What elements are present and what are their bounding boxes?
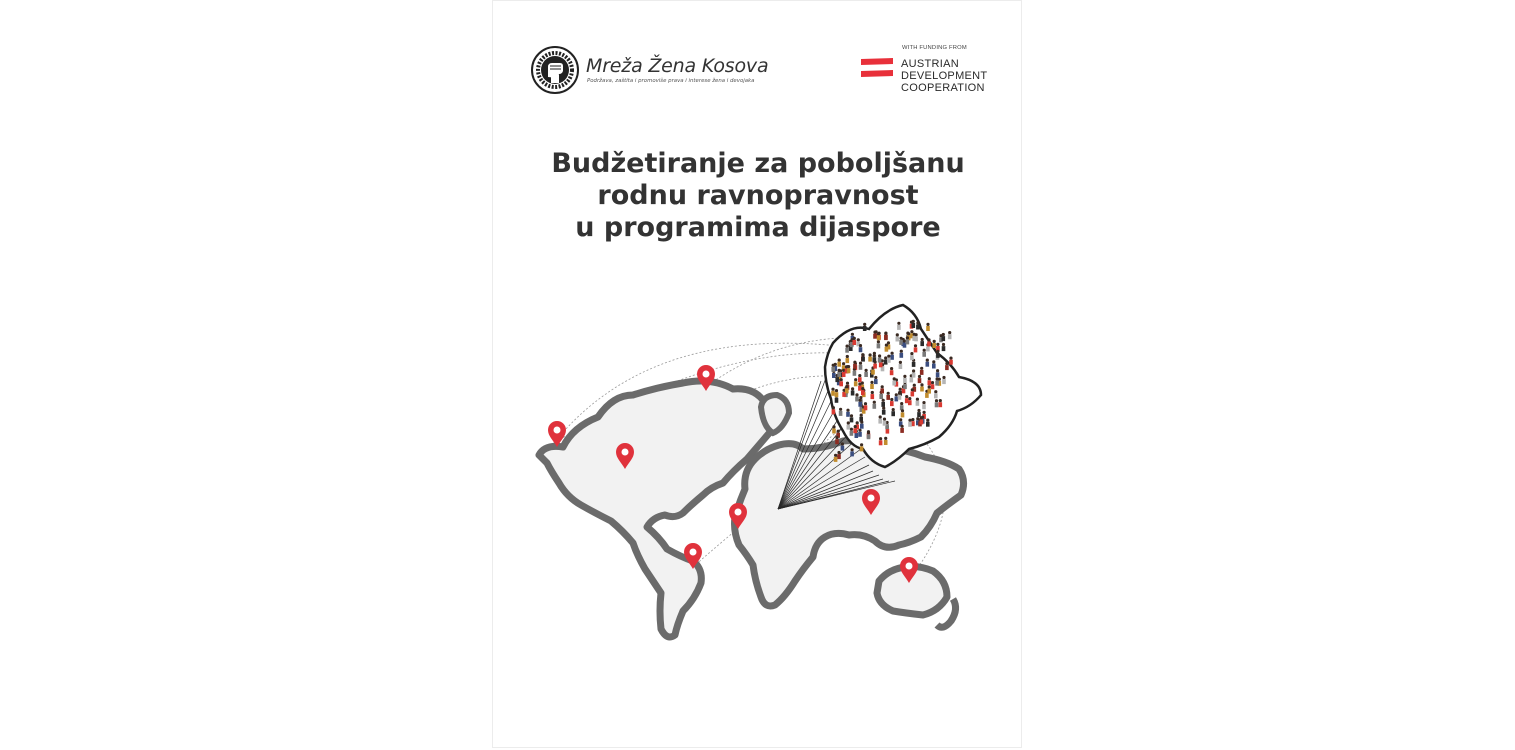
crowd-person-head bbox=[870, 381, 873, 384]
crowd-person-head bbox=[837, 451, 840, 454]
crowd-person-head bbox=[845, 385, 848, 388]
crowd-person-body bbox=[926, 422, 930, 427]
crowd-person-head bbox=[899, 418, 902, 421]
crowd-person-body bbox=[853, 428, 857, 433]
crowd-person-body bbox=[898, 395, 902, 400]
crowd-person-head bbox=[926, 419, 929, 422]
crowd-person-body bbox=[832, 373, 836, 378]
crowd-person-body bbox=[850, 451, 854, 456]
crowd-person-body bbox=[864, 405, 868, 410]
crowd-person-head bbox=[865, 369, 868, 372]
crowd-person-head bbox=[897, 322, 900, 325]
crowd-person-head bbox=[873, 354, 876, 357]
crowd-person-body bbox=[837, 362, 841, 367]
crowd-person-head bbox=[885, 344, 888, 347]
crowd-person-body bbox=[945, 365, 949, 370]
crowd-person-body bbox=[835, 439, 839, 444]
document-title bbox=[493, 148, 1023, 244]
crowd-person-body bbox=[835, 392, 839, 397]
crowd-person-head bbox=[935, 399, 938, 402]
crowd-person-head bbox=[838, 369, 841, 372]
crowd-person-body bbox=[834, 457, 838, 462]
crowd-person-body bbox=[863, 326, 867, 331]
crowd-person-head bbox=[933, 340, 936, 343]
crowd-person-body bbox=[897, 325, 901, 330]
crowd-person-head bbox=[891, 352, 894, 355]
org-logo bbox=[531, 45, 769, 99]
crowd-person-body bbox=[917, 412, 921, 417]
map-pin-dot bbox=[735, 509, 742, 516]
crowd-person-body bbox=[870, 384, 874, 389]
crowd-person-body bbox=[853, 371, 857, 376]
crowd-person-body bbox=[855, 433, 859, 438]
crowd-person-body bbox=[853, 364, 857, 369]
crowd-person-head bbox=[859, 344, 862, 347]
crowd-person-head bbox=[853, 337, 856, 340]
crowd-person-head bbox=[846, 382, 849, 385]
crowd-person-head bbox=[887, 392, 890, 395]
crowd-person-body bbox=[859, 365, 863, 370]
crowd-person-body bbox=[914, 347, 918, 352]
crowd-person-head bbox=[917, 409, 920, 412]
crowd-person-body bbox=[900, 428, 904, 433]
crowd-person-body bbox=[942, 346, 946, 351]
crowd-person-body bbox=[868, 357, 872, 362]
crowd-person-body bbox=[832, 409, 836, 414]
crowd-person-head bbox=[859, 399, 862, 402]
crowd-person-head bbox=[832, 406, 835, 409]
crowd-person-head bbox=[869, 353, 872, 356]
funder-name-line-1: AUSTRIAN bbox=[901, 58, 960, 70]
crowd-person-body bbox=[918, 378, 922, 383]
crowd-person-head bbox=[923, 349, 926, 352]
crowd-person-body bbox=[900, 353, 904, 358]
crowd-person-head bbox=[847, 421, 850, 424]
crowd-person-head bbox=[853, 361, 856, 364]
crowd-person-head bbox=[871, 391, 874, 394]
crowd-person-head bbox=[912, 369, 915, 372]
crowd-person-body bbox=[883, 421, 887, 426]
crowd-person-body bbox=[877, 343, 881, 348]
crowd-person-body bbox=[916, 401, 920, 406]
crowd-person-head bbox=[874, 360, 877, 363]
crowd-person-head bbox=[846, 355, 849, 358]
crowd-person-body bbox=[896, 337, 900, 342]
crowd-person-head bbox=[882, 399, 885, 402]
crowd-person-body bbox=[832, 429, 836, 434]
crowd-person-body bbox=[871, 394, 875, 399]
crowd-person-head bbox=[936, 377, 939, 380]
crowd-person-body bbox=[942, 336, 946, 341]
crowd-person-head bbox=[927, 338, 930, 341]
crowd-person-head bbox=[890, 367, 893, 370]
crowd-person-body bbox=[853, 340, 857, 345]
crowd-person-body bbox=[936, 353, 940, 358]
crowd-person-body bbox=[841, 446, 845, 451]
crowd-person-body bbox=[903, 384, 907, 389]
crowd-person-head bbox=[901, 425, 904, 428]
crowd-person-head bbox=[860, 421, 863, 424]
crowd-person-body bbox=[878, 419, 882, 424]
crowd-person-body bbox=[926, 326, 930, 331]
crowd-person-head bbox=[900, 402, 903, 405]
title-line-1: Budžetiranje za poboljšanu bbox=[551, 148, 965, 179]
crowd-person-body bbox=[911, 391, 915, 396]
crowd-person-body bbox=[922, 352, 926, 357]
crowd-person-body bbox=[858, 402, 862, 407]
crowd-person-head bbox=[874, 376, 877, 379]
crowd-person-body bbox=[920, 341, 924, 346]
crowd-person-body bbox=[837, 454, 841, 459]
crowd-person-body bbox=[851, 391, 855, 396]
crowd-person-head bbox=[936, 343, 939, 346]
crowd-person-body bbox=[926, 362, 930, 367]
crowd-person-body bbox=[850, 431, 854, 436]
funder-name-line-3: COOPERATION bbox=[901, 82, 985, 94]
crowd-person-body bbox=[858, 377, 862, 382]
crowd-person-head bbox=[890, 398, 893, 401]
crowd-person-head bbox=[846, 345, 849, 348]
crowd-person-head bbox=[907, 332, 910, 335]
crowd-person-head bbox=[892, 408, 895, 411]
crowd-person-body bbox=[927, 389, 931, 394]
crowd-person-head bbox=[881, 385, 884, 388]
crowd-person-body bbox=[845, 348, 849, 353]
crowd-person-body bbox=[837, 372, 841, 377]
crowd-person-head bbox=[856, 421, 859, 424]
crowd-person-head bbox=[834, 454, 837, 457]
crowd-person-head bbox=[913, 384, 916, 387]
crowd-person-head bbox=[928, 377, 931, 380]
crowd-person-body bbox=[939, 402, 943, 407]
crowd-person-body bbox=[928, 380, 932, 385]
crowd-person-head bbox=[899, 361, 902, 364]
crowd-person-body bbox=[881, 402, 885, 407]
crowd-person-head bbox=[855, 393, 858, 396]
crowd-person-head bbox=[912, 320, 915, 323]
crowd-person-body bbox=[920, 419, 924, 424]
crowd-person-head bbox=[910, 330, 913, 333]
crowd-person-body bbox=[916, 325, 920, 330]
crowd-person-body bbox=[854, 381, 858, 386]
crowd-person-body bbox=[927, 341, 931, 346]
crowd-person-head bbox=[850, 428, 853, 431]
crowd-person-head bbox=[840, 378, 843, 381]
crowd-person-head bbox=[832, 364, 835, 367]
crowd-person-body bbox=[847, 425, 851, 430]
crowd-person-head bbox=[942, 343, 945, 346]
crowd-person-head bbox=[900, 350, 903, 353]
crowd-person-body bbox=[871, 370, 875, 375]
eurasia-africa-continent bbox=[735, 441, 964, 628]
crowd-person-body bbox=[892, 381, 896, 386]
crowd-person-body bbox=[895, 396, 899, 401]
crowd-person-head bbox=[920, 367, 923, 370]
crowd-person-head bbox=[835, 389, 838, 392]
crowd-person-head bbox=[903, 375, 906, 378]
crowd-person-head bbox=[883, 418, 886, 421]
crowd-person-body bbox=[878, 358, 882, 363]
crowd-person-head bbox=[945, 362, 948, 365]
crowd-person-head bbox=[863, 323, 866, 326]
crowd-person-head bbox=[884, 332, 887, 335]
crowd-person-head bbox=[895, 393, 898, 396]
crowd-person-body bbox=[912, 362, 916, 367]
crowd-person-head bbox=[920, 383, 923, 386]
crowd-person-body bbox=[920, 387, 924, 392]
crowd-person-head bbox=[851, 448, 854, 451]
crowd-person-head bbox=[838, 359, 841, 362]
crowd-person-head bbox=[832, 425, 835, 428]
crowd-person-body bbox=[910, 355, 914, 360]
funder-name-line-2: DEVELOPMENT bbox=[901, 70, 988, 82]
crowd-person-body bbox=[886, 429, 890, 434]
crowd-person-head bbox=[939, 399, 942, 402]
crowd-person-body bbox=[908, 400, 912, 405]
crowd-person-head bbox=[936, 350, 939, 353]
crowd-person-head bbox=[847, 365, 850, 368]
crowd-person-head bbox=[911, 418, 914, 421]
crowd-person-body bbox=[948, 334, 952, 339]
crowd-person-head bbox=[942, 333, 945, 336]
crowd-person-body bbox=[873, 404, 877, 409]
crowd-person-head bbox=[859, 362, 862, 365]
crowd-person-head bbox=[893, 377, 896, 380]
crowd-person-head bbox=[884, 437, 887, 440]
crowd-person-body bbox=[906, 339, 910, 344]
crowd-person-body bbox=[905, 398, 909, 403]
crowd-person-body bbox=[914, 336, 918, 341]
crowd-person-head bbox=[882, 407, 885, 410]
crowd-person-body bbox=[890, 355, 894, 360]
crowd-person-head bbox=[923, 411, 926, 414]
cover-page bbox=[492, 0, 1022, 748]
crowd-person-body bbox=[931, 384, 935, 389]
crowd-person-body bbox=[879, 394, 883, 399]
crowd-person-head bbox=[857, 338, 860, 341]
map-pin-dot bbox=[690, 549, 697, 556]
crowd-person-body bbox=[861, 357, 865, 362]
title-line-2: rodnu ravnopravnost bbox=[597, 180, 919, 211]
crowd-person-body bbox=[835, 377, 839, 382]
crowd-person-head bbox=[916, 321, 919, 324]
crowd-person-body bbox=[873, 364, 877, 369]
crowd-person-body bbox=[831, 391, 835, 396]
crowd-person-body bbox=[899, 340, 903, 345]
crowd-person-head bbox=[926, 323, 929, 326]
crowd-person-body bbox=[922, 404, 926, 409]
crowd-person-body bbox=[901, 412, 905, 417]
crowd-person-body bbox=[899, 364, 903, 369]
crowd-person-head bbox=[905, 395, 908, 398]
crowd-person-body bbox=[879, 362, 883, 367]
crowd-person-body bbox=[845, 388, 849, 393]
crowd-person-body bbox=[920, 370, 924, 375]
crowd-person-body bbox=[874, 379, 878, 384]
crowd-person-body bbox=[877, 335, 881, 340]
crowd-person-body bbox=[860, 446, 864, 451]
crowd-person-head bbox=[831, 388, 834, 391]
crowd-person-head bbox=[922, 401, 925, 404]
crowd-person-head bbox=[867, 431, 870, 434]
crowd-person-body bbox=[880, 388, 884, 393]
crowd-person-head bbox=[915, 333, 918, 336]
crowd-person-head bbox=[934, 390, 937, 393]
crowd-person-body bbox=[846, 412, 850, 417]
crowd-person-body bbox=[850, 417, 854, 422]
crowd-person-body bbox=[949, 360, 953, 365]
crowd-person-head bbox=[920, 416, 923, 419]
crowd-person-head bbox=[906, 336, 909, 339]
crowd-person-body bbox=[891, 411, 895, 416]
crowd-person-head bbox=[914, 344, 917, 347]
crowd-person-head bbox=[851, 387, 854, 390]
crowd-person-head bbox=[864, 402, 867, 405]
crowd-person-head bbox=[841, 442, 844, 445]
crowd-person-head bbox=[948, 331, 951, 334]
map-pin-dot bbox=[906, 563, 913, 570]
greenland bbox=[761, 395, 789, 433]
map-pin-dot bbox=[703, 371, 710, 378]
fist-seal-icon bbox=[531, 45, 579, 95]
crowd-person-head bbox=[877, 332, 880, 335]
org-tagline: Podržava, zaštita i promoviše prava i interese žena i devojaka bbox=[587, 78, 755, 84]
crowd-person-body bbox=[932, 364, 936, 369]
crowd-person-head bbox=[842, 362, 845, 365]
crowd-person-body bbox=[890, 401, 894, 406]
crowd-person-body bbox=[912, 323, 916, 328]
crowd-person-body bbox=[884, 360, 888, 365]
crowd-person-head bbox=[877, 340, 880, 343]
crowd-person-body bbox=[858, 386, 862, 391]
crowd-person-body bbox=[932, 343, 936, 348]
crowd-person-body bbox=[935, 402, 939, 407]
crowd-person-body bbox=[885, 347, 889, 352]
crowd-person-head bbox=[858, 374, 861, 377]
funding-label: WITH FUNDING FROM bbox=[902, 45, 967, 51]
funder-logo bbox=[861, 45, 991, 97]
crowd-person-body bbox=[855, 397, 859, 402]
crowd-person-body bbox=[886, 395, 890, 400]
crowd-person-body bbox=[867, 434, 871, 439]
crowd-person-head bbox=[878, 354, 881, 357]
crowd-person-head bbox=[835, 436, 838, 439]
austrian-flag-icon bbox=[861, 58, 893, 78]
crowd-person-body bbox=[831, 367, 835, 372]
crowd-person-head bbox=[908, 419, 911, 422]
crowd-person-body bbox=[847, 368, 851, 373]
crowd-person-head bbox=[887, 355, 890, 358]
crowd-person-head bbox=[858, 383, 861, 386]
crowd-person-body bbox=[925, 393, 929, 398]
map-pin-dot bbox=[868, 495, 875, 502]
crowd-person-body bbox=[858, 432, 862, 437]
crowd-person-head bbox=[949, 357, 952, 360]
crowd-person-body bbox=[839, 411, 843, 416]
crowd-person-head bbox=[854, 378, 857, 381]
org-name: Mreža Žena Kosova bbox=[586, 55, 769, 77]
crowd-person-head bbox=[839, 408, 842, 411]
crowd-person-head bbox=[873, 401, 876, 404]
crowd-person-head bbox=[932, 360, 935, 363]
crowd-person-head bbox=[916, 398, 919, 401]
crowd-person-body bbox=[908, 422, 912, 427]
crowd-person-head bbox=[926, 359, 929, 362]
crowd-person-body bbox=[926, 346, 930, 351]
crowd-person-body bbox=[861, 390, 865, 395]
crowd-person-head bbox=[908, 397, 911, 400]
crowd-person-head bbox=[862, 353, 865, 356]
crowd-person-head bbox=[901, 409, 904, 412]
crowd-person-body bbox=[884, 440, 888, 445]
crowd-person-head bbox=[860, 414, 863, 417]
crowd-person-body bbox=[884, 335, 888, 340]
crowd-person-head bbox=[861, 387, 864, 390]
crowd-person-body bbox=[846, 358, 850, 363]
crowd-person-head bbox=[911, 388, 914, 391]
crowd-person-body bbox=[912, 373, 916, 378]
crowd-person-head bbox=[910, 352, 913, 355]
world-map-diaspora-illustration bbox=[533, 299, 993, 651]
crowd-person-head bbox=[918, 375, 921, 378]
crowd-person-head bbox=[898, 392, 901, 395]
crowd-person-head bbox=[860, 443, 863, 446]
crowd-person-head bbox=[851, 333, 854, 336]
map-pin-dot bbox=[622, 449, 629, 456]
crowd-person-body bbox=[942, 379, 946, 384]
crowd-person-head bbox=[921, 338, 924, 341]
crowd-person-head bbox=[850, 414, 853, 417]
crowd-person-body bbox=[859, 347, 863, 352]
crowd-person-body bbox=[935, 381, 939, 386]
crowd-person-head bbox=[942, 376, 945, 379]
crowd-person-head bbox=[896, 333, 899, 336]
crowd-person-head bbox=[879, 437, 882, 440]
crowd-person-head bbox=[899, 388, 902, 391]
map-pin-dot bbox=[554, 427, 561, 434]
crowd-person-body bbox=[934, 393, 938, 398]
crowd-person-body bbox=[860, 424, 864, 429]
crowd-person-body bbox=[882, 410, 886, 415]
crowd-person-head bbox=[854, 425, 857, 428]
crowd-person-body bbox=[835, 398, 839, 403]
crowd-person-body bbox=[903, 378, 907, 383]
crowd-person-head bbox=[884, 356, 887, 359]
crowd-person-head bbox=[936, 369, 939, 372]
crowd-person-body bbox=[887, 358, 891, 363]
crowd-person-body bbox=[910, 377, 914, 382]
crowd-person-head bbox=[879, 415, 882, 418]
crowd-person-head bbox=[928, 385, 931, 388]
crowd-person-body bbox=[936, 372, 940, 377]
title-line-3: u programima dijaspore bbox=[575, 212, 941, 243]
crowd-person-head bbox=[931, 381, 934, 384]
crowd-person-head bbox=[900, 337, 903, 340]
crowd-person-body bbox=[839, 381, 843, 386]
crowd-person-body bbox=[864, 372, 868, 377]
crowd-person-head bbox=[846, 409, 849, 412]
crowd-person-head bbox=[837, 430, 840, 433]
crowd-person-body bbox=[890, 370, 894, 375]
crowd-person-body bbox=[879, 440, 883, 445]
